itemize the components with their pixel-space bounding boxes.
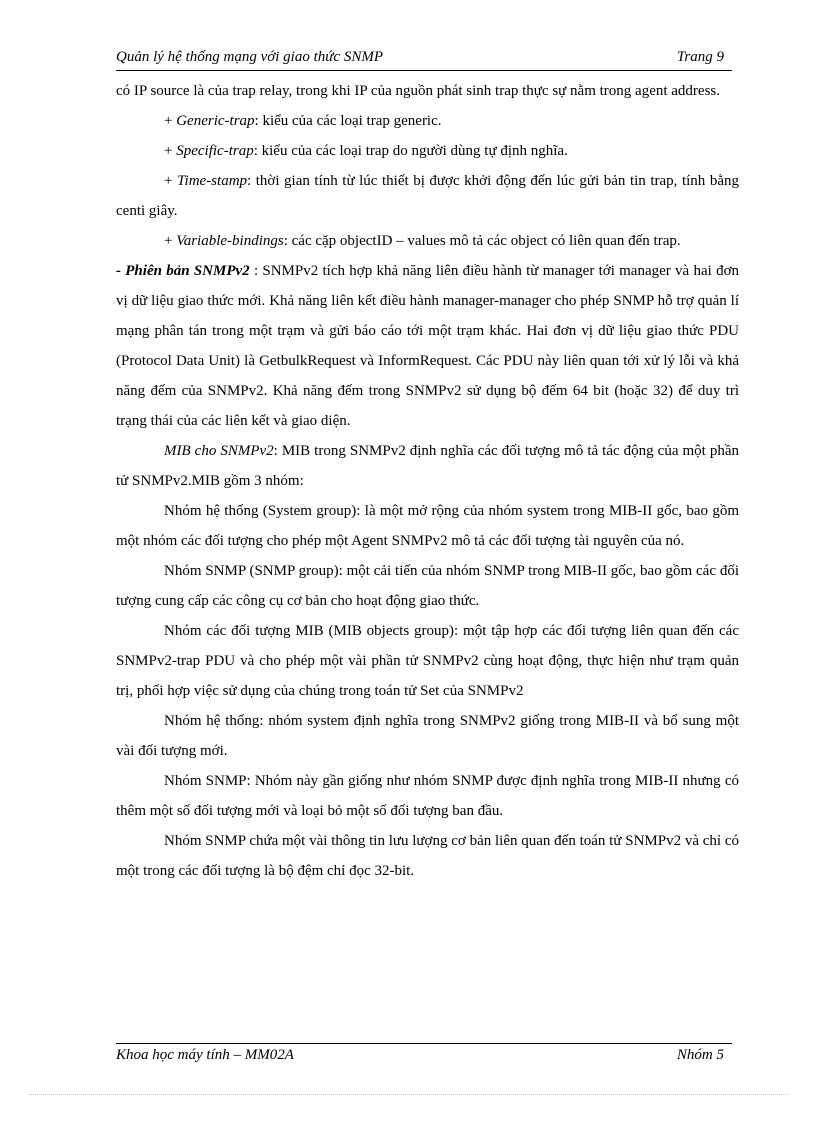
paragraph-time-stamp: + Time-stamp: thời gian tính từ lúc thiết bị được khởi động đến lúc gửi bản tin trap, tính bằng centi giây. — [116, 173, 740, 219]
desc-variable-bindings: : các cặp objectID – values mô tả các object có liên quan đến trap. — [283, 233, 681, 249]
paragraph-specific-trap: + Specific-trap: kiểu của các loại trap do người dùng tự định nghĩa. — [164, 143, 568, 159]
desc-time-stamp: : thời gian tính từ lúc thiết bị được khởi động đến lúc gửi bản tin trap, tính bằng centi giây. — [116, 173, 740, 219]
paragraph-variable-bindings: + Variable-bindings: các cặp objectID – values mô tả các object có liên quan đến trap. — [164, 233, 681, 249]
paragraph-system-group: Nhóm hệ thống (System group): là một mở rộng của nhóm system trong MIB-II gốc, bao gồm một nhóm các đối tượng cho phép một Agent SNMPv2 mô tả các đối tượng tài nguyên của nó. — [116, 503, 739, 549]
paragraph-mib-snmpv2 — [116, 436, 739, 496]
footer-group: Nhóm 5 — [676, 1047, 724, 1063]
page-bottom-divider — [28, 1094, 788, 1095]
desc-mib-snmpv2: : MIB trong SNMPv2 định nghĩa các đối tượng mô tả tác động của một phần tử SNMPv2.MIB gồm 3 nhóm: — [116, 443, 739, 489]
paragraph-snmp-group-def: Nhóm SNMP: Nhóm này gần giống như nhóm SNMP được định nghĩa trong MIB-II nhưng có thêm một số đối tượng mới và loại bỏ một số đối tượng ban đầu. — [116, 773, 739, 819]
paragraph-system-group-def: Nhóm hệ thống: nhóm system định nghĩa trong SNMPv2 giống trong MIB-II và bổ sung một vài đối tượng mới. — [116, 713, 739, 759]
paragraph-snmp-group: Nhóm SNMP (SNMP group): một cải tiến của nhóm SNMP trong MIB-II gốc, bao gồm các đối tượng cung cấp các công cụ cơ bản cho hoạt động giao thức. — [116, 563, 739, 609]
term-snmpv2-version: - Phiên bản SNMPv2 — [116, 263, 250, 279]
paragraph-mib-objects-group: Nhóm các đối tượng MIB (MIB objects group): một tập hợp các đối tượng liên quan đến các SNMPv2-trap PDU và cho phép một vài phần tử SNMPv2 cùng hoạt động, thực hiện như trạm quản trị, phối hợp việc sử dụng của chúng trong toán tử Set của SNMPv2 — [116, 623, 739, 699]
desc-generic-trap: : kiểu của các loại trap generic. — [254, 113, 442, 129]
desc-snmpv2-version: : SNMPv2 tích hợp khả năng liên điều hành từ manager tới manager và hai đơn vị dữ liệu giao thức mới. Khả năng liên kết điều hành manager-manager cho phép SNMP hỗ trợ quản lí mạng phân tán trong một trạm và gửi báo cáo tới một trạm khác. Hai đơn vị dữ liệu giao thức PDU (Protocol Data Unit) là GetbulkRequest và InformRequest. Các PDU này liên quan tới xử lý lỗi và khả năng đếm của SNMPv2. Khả năng đếm trong SNMPv2 sử dụng bộ đếm 64 bit (hoặc 32) để duy trì trạng thái của các liên kết và giao diện. — [116, 263, 740, 429]
paragraph-trap-relay: có IP source là của trap relay, trong khi IP của nguồn phát sinh trap thực sự nằm trong agent address. — [116, 83, 721, 99]
term-generic-trap: Generic-trap — [176, 113, 255, 129]
page-header — [116, 46, 732, 71]
paragraph-generic-trap: + Generic-trap: kiểu của các loại trap generic. — [164, 113, 442, 129]
page-footer — [116, 1043, 732, 1068]
term-time-stamp: Time-stamp — [177, 173, 248, 189]
paragraph-snmp-counter: Nhóm SNMP chứa một vài thông tin lưu lượng cơ bản liên quan đến toán tử SNMPv2 và chỉ có một trong các đối tượng là bộ đệm chỉ đọc 32-bit. — [116, 833, 739, 879]
header-page-number: Trang 9 — [676, 49, 724, 65]
header-title: Quản lý hệ thống mạng với giao thức SNMP — [116, 49, 383, 65]
term-mib-snmpv2: MIB cho SNMPv2 — [164, 443, 274, 459]
term-variable-bindings: Variable-bindings — [176, 233, 284, 249]
desc-specific-trap: : kiểu của các loại trap do người dùng tự định nghĩa. — [253, 143, 568, 159]
footer-course: Khoa học máy tính – MM02A — [116, 1047, 294, 1063]
paragraph-snmpv2 — [116, 256, 739, 436]
document-body — [116, 76, 739, 886]
term-specific-trap: Specific-trap — [176, 143, 254, 159]
